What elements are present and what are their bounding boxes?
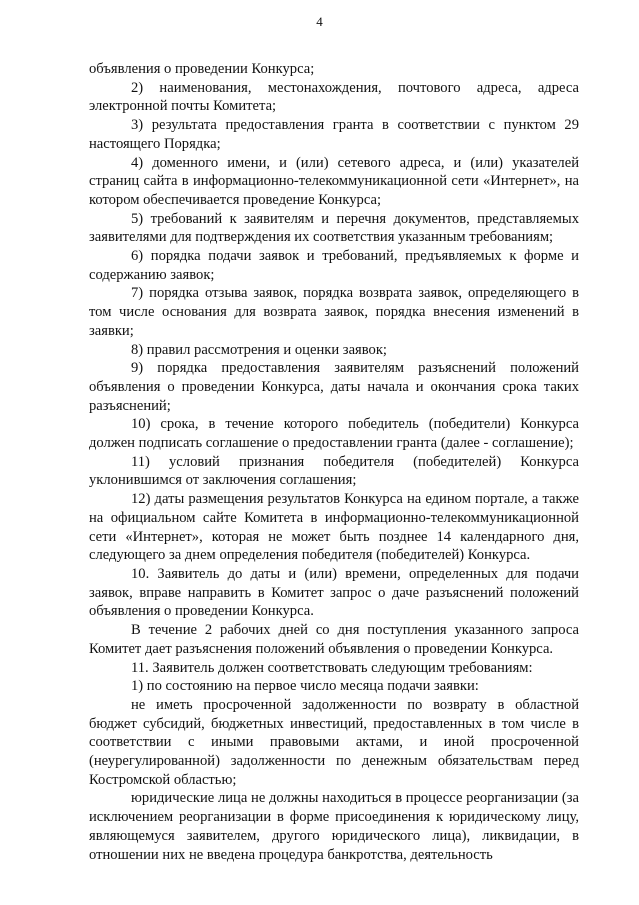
- paragraph: 10) срока, в течение которого победитель (победители) Конкурса должен подписать соглашение о предоставлении гранта (далее - соглашение);: [89, 416, 579, 452]
- paragraph: юридические лица не должны находиться в процессе реорганизации (за исключением реорганизации в форме присоединения к юридическому лицу, являющемуся заявителем, другого юридического лица), ликвидации, в отношении них не введена процедура банкротства, деятельность: [89, 790, 579, 863]
- paragraph: 5) требований к заявителям и перечня документов, представляемых заявителями для подтверждения их соответствия указанным требованиям;: [89, 210, 579, 246]
- paragraph: 11. Заявитель должен соответствовать следующим требованиям:: [131, 659, 533, 676]
- paragraph: 7) порядка отзыва заявок, порядка возврата заявок, определяющего в том числе основания для возврата заявок, порядка внесения изменений в заявки;: [89, 285, 579, 339]
- page-number: 4: [316, 14, 323, 29]
- paragraph: 6) порядка подачи заявок и требований, предъявляемых к форме и содержанию заявок;: [89, 248, 579, 283]
- paragraph: не иметь просроченной задолженности по возврату в областной бюджет субсидий, бюджетных инвестиций, предоставленных в том числе в соответствии с иными правовыми актами, и иной просроченной (неурегулированной) задолженности по денежным обязательствам перед Костромской областью;: [89, 696, 579, 788]
- paragraph: 4) доменного имени, и (или) сетевого адреса, и (или) указателей страниц сайта в информационно-телекоммуникационной сети «Интернет», на котором обеспечивается проведение Конкурса;: [89, 154, 579, 208]
- paragraph: 9) порядка предоставления заявителям разъяснений положений объявления о проведении Конкурса, даты начала и окончания срока таких разъяснений;: [89, 360, 579, 414]
- paragraph: 11) условий признания победителя (победителей) Конкурса уклонившимся от заключения соглашения;: [89, 453, 579, 489]
- document-body: [89, 60, 579, 864]
- paragraph: В течение 2 рабочих дней со дня поступления указанного запроса Комитет дает разъяснения положений объявления о проведении Конкурса.: [89, 622, 579, 657]
- paragraph: объявления о проведении Конкурса;: [89, 61, 315, 77]
- paragraph: 1) по состоянию на первое число месяца подачи заявки:: [131, 678, 479, 695]
- paragraph: 8) правил рассмотрения и оценки заявок;: [131, 341, 387, 358]
- paragraph: 12) даты размещения результатов Конкурса на едином портале, а также на официальном сайте Комитета в информационно-телекоммуникационной сети «Интернет», которая не может быть позднее 14 календарного дня, следующего за днем определения победителя (победителей) Конкурса.: [89, 491, 579, 564]
- paragraph: 10. Заявитель до даты и (или) времени, определенных для подачи заявок, вправе направить в Комитет запрос о даче разъяснений положений объявления о проведении Конкурса.: [89, 565, 579, 620]
- paragraph: 3) результата предоставления гранта в соответствии с пунктом 29 настоящего Порядка;: [89, 117, 579, 152]
- paragraph: 2) наименования, местонахождения, почтового адреса, адреса электронной почты Комитета;: [89, 79, 579, 115]
